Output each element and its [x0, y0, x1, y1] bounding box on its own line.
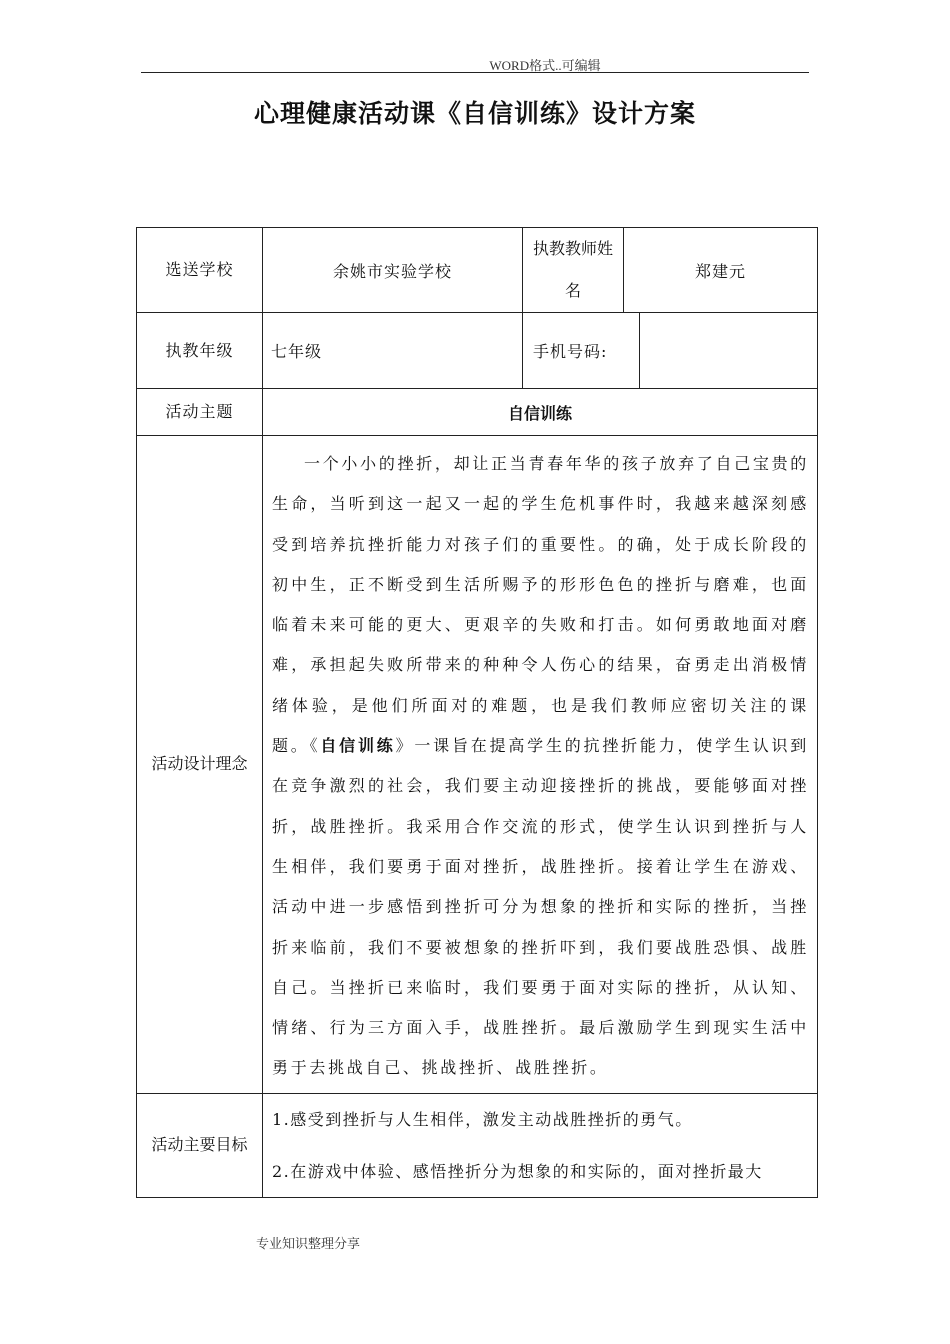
grade-label: 执教年级	[137, 313, 263, 389]
row-theme	[137, 389, 818, 436]
goal-item-2: 2.在游戏中体验、感悟挫折分为想象的和实际的，面对挫折最大	[272, 1161, 763, 1181]
school-label: 选送学校	[137, 228, 263, 313]
theme-value: 自信训练	[263, 389, 818, 436]
school-value: 余姚市实验学校	[263, 228, 523, 313]
row-grade	[137, 313, 818, 389]
row-school	[137, 228, 818, 313]
application-form-table	[136, 227, 818, 1198]
goal-item-1: 1.感受到挫折与人生相伴，激发主动战胜挫折的勇气。	[272, 1109, 693, 1129]
rationale-text-part2: 》一课旨在提高学生的抗挫折能力，使学生认识到在竞争激烈的社会，我们要主动迎接挫折的挑战，要能够面对挫折，战胜挫折。我采用合作交流的形式，使学生认识到挫折与人生相伴，我们要勇于面对挫折，战胜挫折。接着让学生在游戏、活动中进一步感悟到挫折可分为想象的挫折和实际的挫折，当挫折来临前，我们不要被想象的挫折吓到，我们要战胜恐惧、战胜自己。当挫折已来临时，我们要勇于面对实际的挫折，从认知、情绪、行为三方面入手，战胜挫折。最后激励学生到现实生活中勇于去挑战自己、挑战挫折、战胜挫折。	[272, 736, 809, 1078]
document-title: 心理健康活动课《自信训练》设计方案	[253, 99, 696, 128]
phone-label: 手机号码:	[523, 313, 640, 388]
rationale-text-part1: 一个小小的挫折，却让正当青春年华的孩子放弃了自己宝贵的生命，当听到这一起又一起的学生危机事件时，我越来越深刻感受到培养抗挫折能力对孩子们的重要性。的确，处于成长阶段的初中生，正不断受到生活所赐予的形形色色的挫折与磨难，也面临着未来可能的更大、更艰辛的失败和打击。如何勇敢地面对磨难，承担起失败所带来的种种令人伤心的结果，奋勇走出消极情绪体验，是他们所面对的难题，也是我们教师应密切关注的课题。《	[272, 454, 809, 756]
theme-label: 活动主题	[137, 389, 263, 436]
rationale-paragraph	[272, 444, 809, 1089]
row-goals	[137, 1093, 818, 1197]
goals-label: 活动主要目标	[137, 1093, 263, 1197]
row-rationale	[137, 436, 818, 1094]
goals-cell	[263, 1093, 818, 1197]
grade-value: 七年级	[263, 313, 523, 389]
teacher-name-value: 郑建元	[624, 228, 818, 313]
page-header: WORD格式..可编辑	[489, 58, 601, 73]
header-rule	[141, 72, 809, 73]
phone-value	[640, 313, 817, 388]
rationale-label: 活动设计理念	[137, 436, 263, 1094]
rationale-text-emphasis: 自信训练	[320, 736, 396, 756]
teacher-name-label: 执教教师姓名	[523, 228, 624, 313]
rationale-cell	[263, 436, 818, 1094]
phone-cell	[523, 313, 818, 389]
page-footer: 专业知识整理分享	[256, 1236, 361, 1251]
